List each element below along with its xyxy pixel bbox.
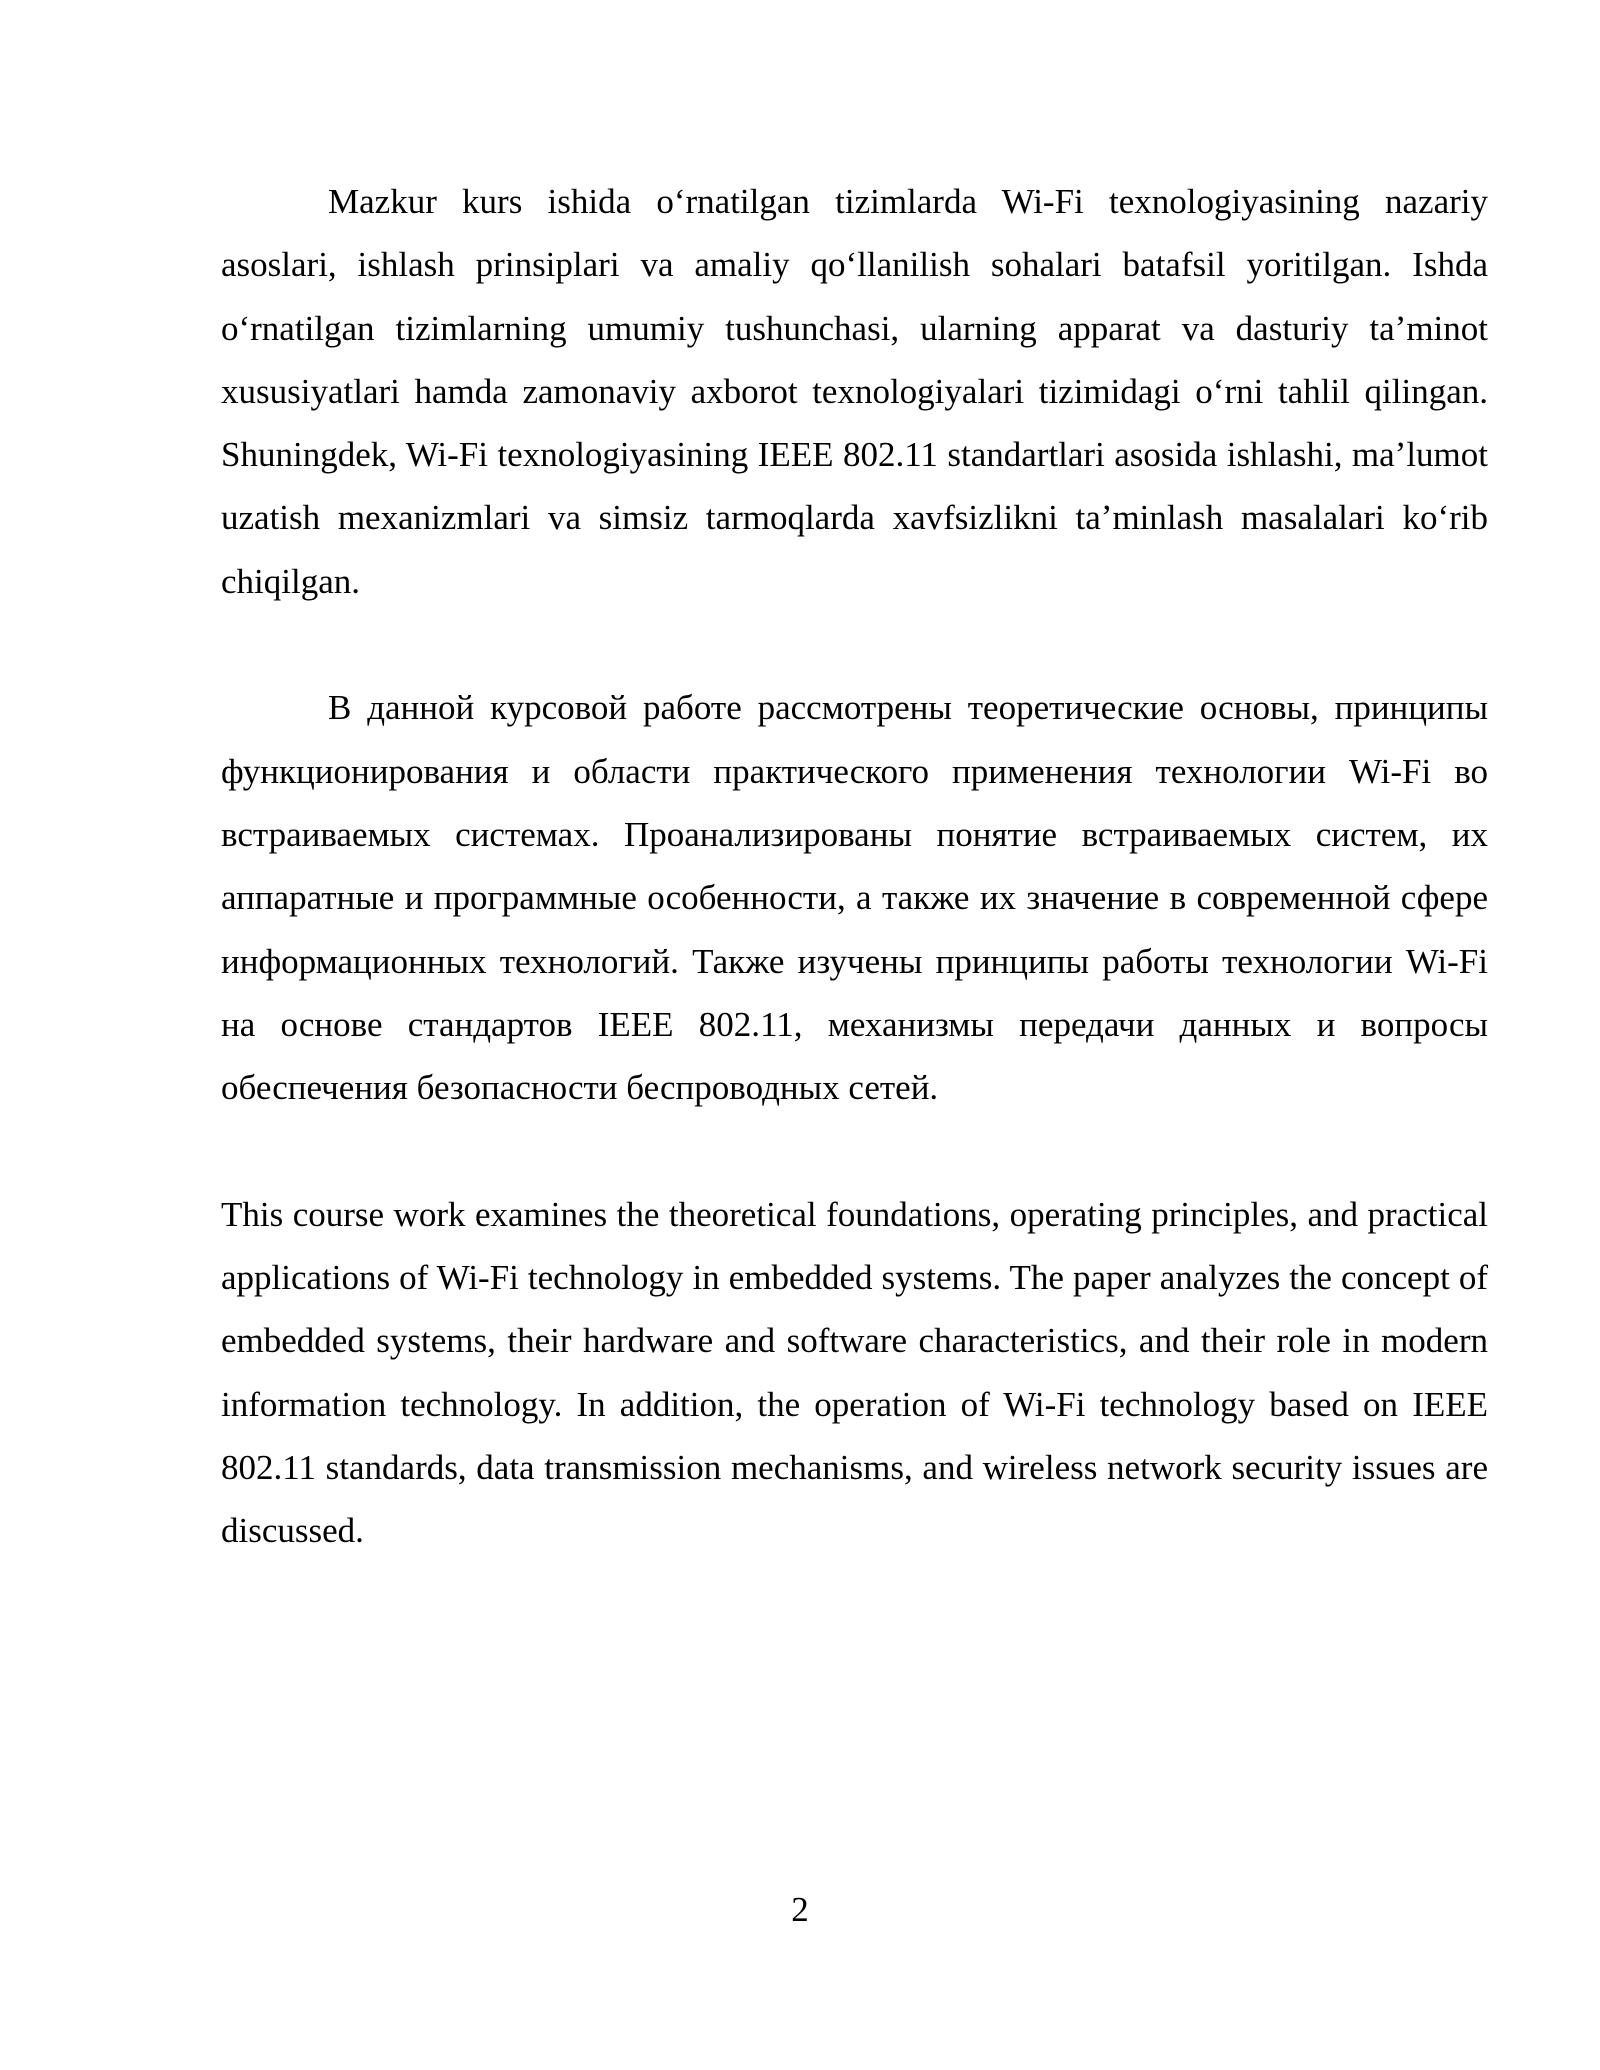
abstract-paragraph-uzbek: Mazkur kurs ishida oʻrnatilgan tizimlarda Wi-Fi texnologiyasining nazariy asoslari, ishlash prinsiplari va amaliy qoʻllanilish sohalari batafsil yoritilgan. Ishda oʻrnatilgan tizimlarning umumiy tushunchasi, ularning apparat va dasturiy taʼminot xususiyatlari hamda zamonaviy axborot texnologiyalari tizimidagi oʻrni tahlil qilingan. Shuningdek, Wi-Fi texnologiyasining IEEE 802.11 standartlari asosida ishlashi, maʼlumot uzatish mexanizmlari va simsiz tarmoqlarda xavfsizlikni taʼminlash masalalari koʻrib chiqilgan. — [221, 182, 1488, 601]
page-number: 2 — [791, 1890, 809, 1929]
abstract-paragraph-english: This course work examines the theoretical foundations, operating principles, and practical applications of Wi-Fi technology in embedded systems. The paper analyzes the concept of embedded systems, their hardware and software characteristics, and their role in modern information technology. In addition, the operation of Wi-Fi technology based on IEEE 802.11 standards, data transmission mechanisms, and wireless network security issues are discussed. — [221, 1194, 1488, 1551]
abstract-body — [221, 170, 1488, 1563]
abstract-paragraph-russian: В данной курсовой работе рассмотрены теоретические основы, принципы функционирования и области практического применения технологии Wi-Fi во встраиваемых системах. Проанализированы понятие встраиваемых систем, их аппаратные и программные особенности, а также их значение в современной сфере информационных технологий. Также изучены принципы работы технологии Wi-Fi на основе стандартов IEEE 802.11, механизмы передачи данных и вопросы обеспечения безопасности беспроводных сетей. — [221, 688, 1488, 1108]
